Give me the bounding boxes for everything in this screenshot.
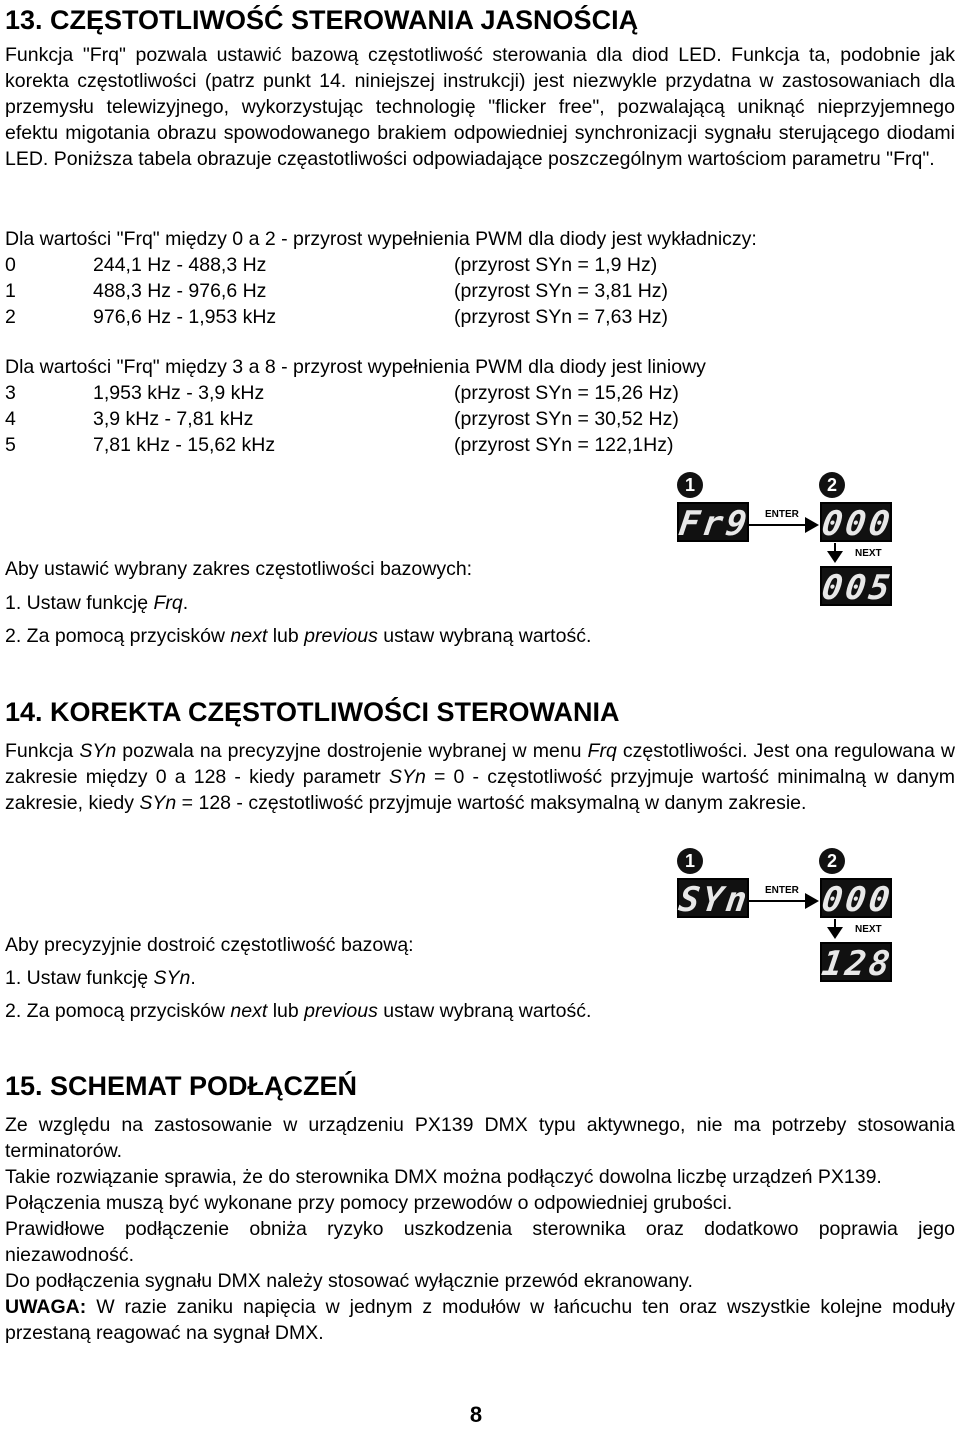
- arrow-right-icon: [749, 891, 819, 911]
- lcd-display-function: [676, 878, 753, 920]
- para-emphasis: SYn: [139, 792, 177, 814]
- para-text: częstotliwości. Jest ona regulowana w zakresie między 0 a 128 - kiedy parametr: [5, 740, 955, 788]
- cell-increment: (przyrost SYn = 122,1Hz): [454, 434, 674, 456]
- step-text: 1. Ustaw funkcję: [5, 592, 154, 614]
- next-label: NEXT: [855, 548, 882, 559]
- cell-range: 3,9 kHz - 7,81 kHz: [93, 408, 254, 430]
- s15-warning: [5, 1294, 955, 1346]
- table-row: [5, 432, 679, 458]
- step-2-badge: 2: [819, 848, 845, 874]
- step-2-badge: 2: [819, 472, 845, 498]
- section-13-title: 13. CZĘSTOTLIWOŚĆ STEROWANIA JASNOŚCIĄ: [5, 5, 639, 35]
- s15-paragraph: Prawidłowe podłączenie obniża ryzyko uszkodzenia sterownika oraz dodatkowo poprawia jego niezawodność.: [5, 1218, 955, 1266]
- page-number: 8: [469, 1402, 483, 1427]
- para-emphasis: SYn: [79, 740, 117, 762]
- cell-value: 5: [5, 434, 16, 456]
- lin-table: [5, 380, 679, 458]
- section-13-intro: Funkcja "Frq" pozwala ustawić bazową częstotliwość sterowania dla diod LED. Funkcja ta, podobnie jak korekta częstotliwości (patrz punkt 14. niniejszej instrukcji) jest niezwykle przydatna w zastosowaniach dla przemysłu telewizyjnego, wykorzystując technologię "flicker free", pozwalającą uniknąć nieprzyjemnego efektu migotania obrazu spowodowanego brakiem odpowiedniej synchronizacji sygnału sterującego diodami LED. Poniższa tabela obrazuje częastotliwości odpowiadające poszczególnym wartościom parametru "Frq".: [5, 44, 955, 170]
- lcd-text: 000: [819, 504, 896, 544]
- step-text: 2. Za pomocą przycisków: [5, 1000, 231, 1022]
- step-emphasis: previous: [304, 1000, 378, 1022]
- section-15-body: [5, 1112, 955, 1346]
- lcd-text: Fr9: [676, 504, 753, 544]
- syn-step-2: [5, 998, 591, 1024]
- cell-range: 244,1 Hz - 488,3 Hz: [93, 254, 267, 276]
- section-15-title: 15. SCHEMAT PODŁĄCZEŃ: [5, 1071, 358, 1101]
- para-text: Funkcja: [5, 740, 80, 762]
- cell-increment: (przyrost SYn = 7,63 Hz): [454, 306, 669, 328]
- step-text: ustaw wybraną wartość.: [377, 625, 592, 647]
- para-text: = 128 - częstotliwość przyjmuje wartość maksymalną w danym zakresie.: [176, 792, 807, 814]
- table-row: [5, 380, 679, 406]
- cell-increment: (przyrost SYn = 15,26 Hz): [454, 382, 679, 404]
- cell-value: 0: [5, 254, 16, 276]
- exp-heading: Dla wartości "Frq" między 0 a 2 - przyrost wypełnienia PWM dla diody jest wykładniczy:: [5, 228, 757, 250]
- cell-value: 2: [5, 306, 16, 328]
- cell-value: 1: [5, 280, 16, 302]
- arrow-down-icon: [825, 543, 845, 565]
- arrow-right-icon: [749, 515, 819, 535]
- cell-increment: (przyrost SYn = 30,52 Hz): [454, 408, 679, 430]
- lcd-display-result: [819, 942, 896, 984]
- para-emphasis: SYn: [388, 766, 426, 788]
- step-emphasis: SYn: [153, 967, 191, 989]
- s15-paragraph: Ze względu na zastosowanie w urządzeniu PX139 DMX typu aktywnego, nie ma potrzeby stosowania terminatorów.: [5, 1114, 955, 1162]
- cell-range: 7,81 kHz - 15,62 kHz: [93, 434, 276, 456]
- warning-label: UWAGA:: [5, 1296, 87, 1318]
- warning-text: W razie zaniku napięcia w jednym z modułów w łańcuchu ten oraz wszystkie kolejne moduły przestaną reagować na sygnał DMX.: [5, 1296, 955, 1344]
- step-emphasis: previous: [304, 625, 378, 647]
- step-text: 2. Za pomocą przycisków: [5, 625, 231, 647]
- lcd-display-value: [819, 878, 896, 920]
- syn-diagram: [675, 846, 905, 986]
- lcd-text: 000: [819, 880, 896, 920]
- lin-heading: Dla wartości "Frq" między 3 a 8 - przyrost wypełnienia PWM dla diody jest liniowy: [5, 356, 706, 378]
- para-text: = 0 - częstotliwość przyjmuje wartość minimalną w danym zakresie, kiedy: [5, 766, 955, 814]
- lcd-display-value: [819, 502, 896, 544]
- step-text: lub: [267, 1000, 305, 1022]
- exp-table: [5, 252, 668, 330]
- s15-paragraph: Takie rozwiązanie sprawia, że do sterownika DMX można podłączyć dowolna liczbę urządzeń PX139.: [5, 1166, 882, 1188]
- syn-steps-heading: Aby precyzyjnie dostroić częstotliwość bazową:: [5, 934, 414, 956]
- lcd-display-function: [676, 502, 753, 544]
- enter-label: ENTER: [765, 509, 799, 520]
- enter-label: ENTER: [765, 885, 799, 896]
- step-1-badge: 1: [677, 848, 703, 874]
- table-row: [5, 406, 679, 432]
- step-text: ustaw wybraną wartość.: [377, 1000, 592, 1022]
- section-14-title: 14. KOREKTA CZĘSTOTLIWOŚCI STEROWANIA: [5, 697, 620, 727]
- s15-paragraph: Do podłączenia sygnału DMX należy stosować wyłącznie przewód ekranowany.: [5, 1270, 693, 1292]
- step-text: lub: [267, 625, 305, 647]
- cell-value: 3: [5, 382, 16, 404]
- table-row: [5, 252, 668, 278]
- cell-increment: (przyrost SYn = 3,81 Hz): [454, 280, 669, 302]
- cell-range: 1,953 kHz - 3,9 kHz: [93, 382, 265, 404]
- step-emphasis: next: [230, 625, 268, 647]
- step-text: .: [182, 592, 189, 614]
- frq-steps-heading: Aby ustawić wybrany zakres częstotliwości bazowych:: [5, 558, 473, 580]
- step-text: .: [190, 967, 196, 989]
- table-row: [5, 278, 668, 304]
- lcd-text: 005: [819, 568, 896, 608]
- frq-diagram: [675, 470, 905, 610]
- syn-step-1: [5, 965, 196, 991]
- arrow-down-icon: [825, 919, 845, 941]
- lcd-text: 128: [819, 944, 896, 984]
- frq-step-1: [5, 590, 188, 616]
- next-label: NEXT: [855, 924, 882, 935]
- cell-increment: (przyrost SYn = 1,9 Hz): [454, 254, 658, 276]
- frq-step-2: [5, 623, 591, 649]
- step-text: 1. Ustaw funkcję: [5, 967, 154, 989]
- lcd-text: SYn: [676, 880, 753, 920]
- cell-range: 976,6 Hz - 1,953 kHz: [93, 306, 277, 328]
- table-row: [5, 304, 668, 330]
- step-emphasis: Frq: [153, 592, 183, 614]
- s15-paragraph: Połączenia muszą być wykonane przy pomocy przewodów o odpowiedniej grubości.: [5, 1192, 733, 1214]
- step-1-badge: 1: [677, 472, 703, 498]
- cell-value: 4: [5, 408, 16, 430]
- section-14-intro: [5, 738, 955, 816]
- step-emphasis: next: [230, 1000, 268, 1022]
- lcd-display-result: [819, 566, 896, 608]
- cell-range: 488,3 Hz - 976,6 Hz: [93, 280, 267, 302]
- para-emphasis: Frq: [587, 740, 617, 762]
- para-text: pozwala na precyzyjne dostrojenie wybranej w menu: [116, 740, 588, 762]
